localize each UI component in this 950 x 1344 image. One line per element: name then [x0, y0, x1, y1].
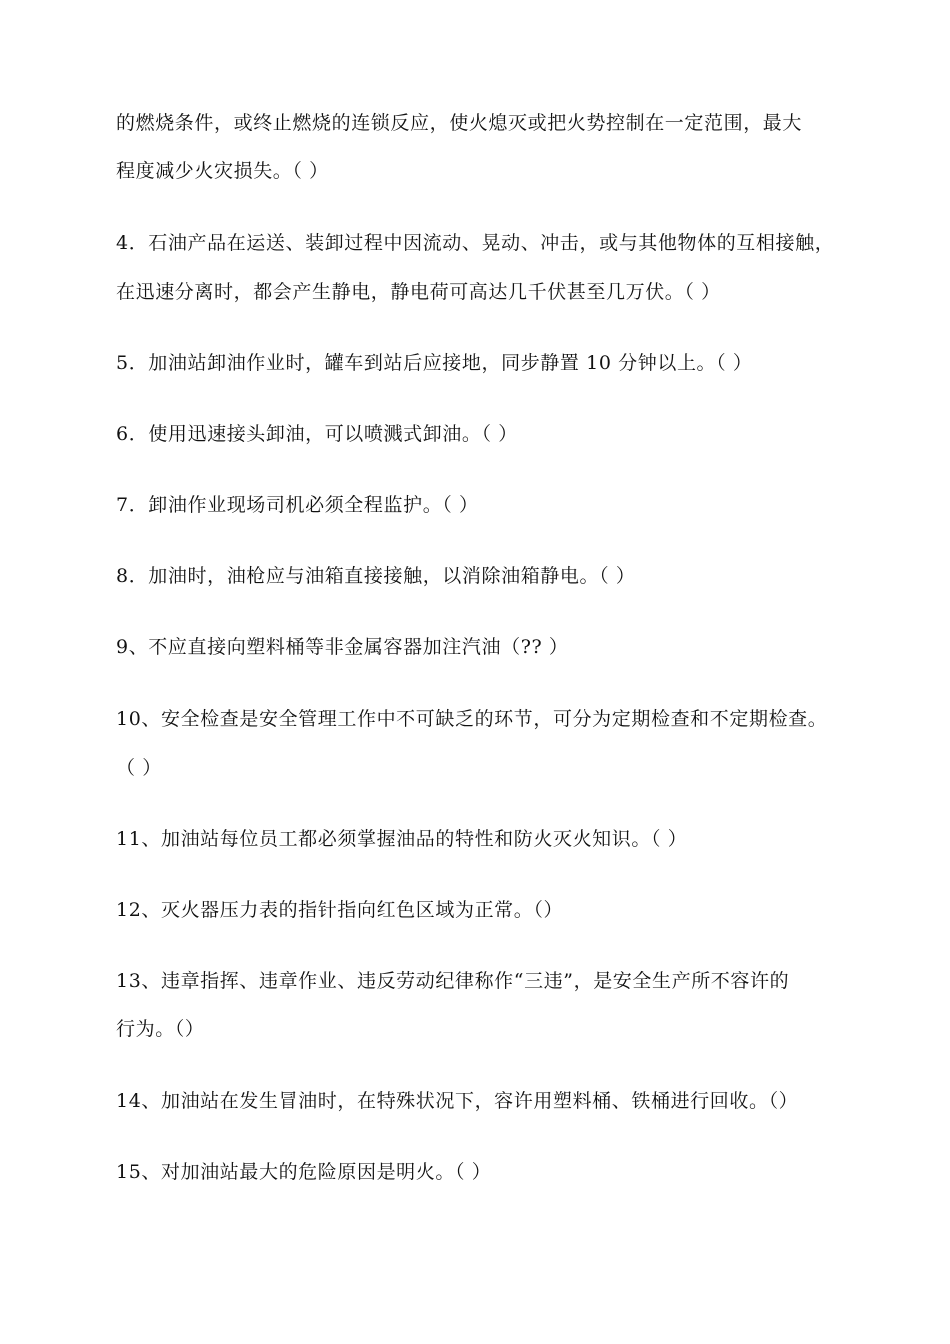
question-4-line-2: 在迅速分离时，都会产生静电，静电荷可高达几千伏甚至几万伏。（ ） — [116, 281, 721, 303]
question-13-line-2: 行为。（） — [116, 1018, 205, 1040]
question-10-line-2: （ ） — [116, 757, 162, 779]
question-11: 11、加油站每位员工都必须掌握油品的特性和防火灭火知识。（ ） — [116, 828, 688, 850]
question-8: 8．加油时，油枪应与油箱直接接触，以消除油箱静电。（ ） — [116, 565, 636, 587]
question-4-line-1: 4．石油产品在运送、装卸过程中因流动、晃动、冲击，或与其他物体的互相接触， — [116, 232, 835, 254]
question-12: 12、灭火器压力表的指针指向红色区域为正常。（） — [116, 899, 564, 921]
question-6: 6．使用迅速接头卸油，可以喷溅式卸油。（ ） — [116, 423, 518, 445]
text-line-continuation-2: 程度减少火灾损失。（ ） — [116, 160, 329, 182]
question-7: 7．卸油作业现场司机必须全程监护。（ ） — [116, 494, 479, 516]
question-14: 14、加油站在发生冒油时，在特殊状况下，容许用塑料桶、铁桶进行回收。（） — [116, 1090, 799, 1112]
question-9: 9、不应直接向塑料桶等非金属容器加注汽油（?? ） — [116, 636, 569, 658]
question-15: 15、对加油站最大的危险原因是明火。（ ） — [116, 1161, 492, 1183]
question-10-line-1: 10、安全检查是安全管理工作中不可缺乏的环节，可分为定期检查和不定期检查。 — [116, 708, 828, 730]
question-13-line-1: 13、违章指挥、违章作业、违反劳动纪律称作“三违”，是安全生产所不容许的 — [116, 970, 790, 992]
text-line-continuation-1: 的燃烧条件，或终止燃烧的连锁反应，使火熄灭或把火势控制在一定范围，最大 — [116, 112, 803, 134]
question-5: 5．加油站卸油作业时，罐车到站后应接地，同步静置 10 分钟以上。（ ） — [116, 352, 753, 374]
